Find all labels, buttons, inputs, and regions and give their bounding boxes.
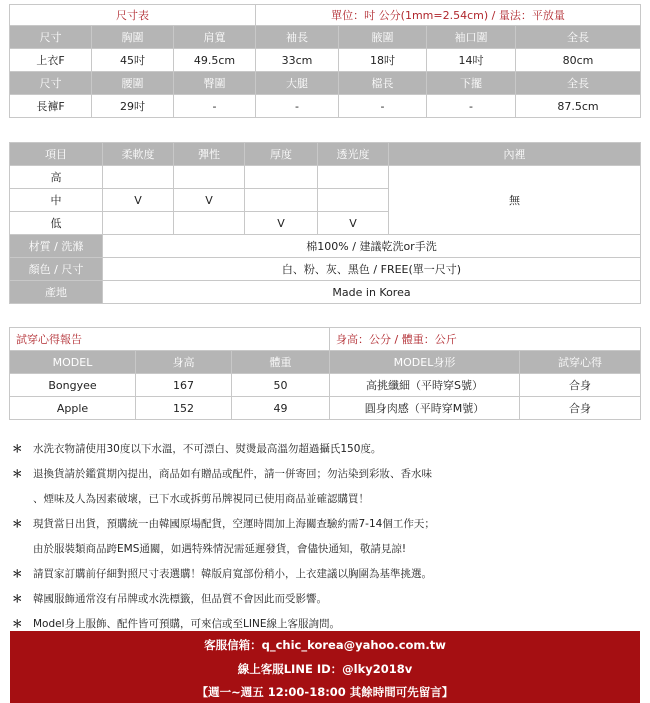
- size-cell: 上衣F: [10, 49, 92, 72]
- level-label: 低: [10, 212, 103, 235]
- note-marker: ＊: [12, 568, 23, 580]
- level-mark: [318, 189, 389, 212]
- fabric-table: [9, 142, 641, 304]
- note-item: [12, 591, 327, 606]
- size-cell: 45吋: [92, 49, 174, 72]
- size-cell: -: [427, 95, 516, 118]
- fit-header-cell: MODEL身形: [330, 351, 520, 374]
- size-header-cell: 下擺: [427, 72, 516, 95]
- fabric-header-cell: 項目: [10, 143, 103, 166]
- color-row: [10, 258, 641, 281]
- level-label: 中: [10, 189, 103, 212]
- fabric-header-cell: 彈性: [174, 143, 245, 166]
- fit-cell: 152: [136, 397, 232, 420]
- size-top-row: [10, 49, 641, 72]
- level-mark: [245, 189, 318, 212]
- fabric-header-row: [10, 143, 641, 166]
- note-marker: ＊: [12, 518, 23, 530]
- lining-value: 無: [389, 166, 641, 235]
- size-header-cell: 全長: [516, 26, 641, 49]
- level-mark: [174, 166, 245, 189]
- contact-line-id[interactable]: 線上客服LINE ID：@lky2018v: [237, 662, 413, 676]
- origin-label: 產地: [10, 281, 103, 304]
- fit-report-table: [9, 327, 641, 420]
- fit-header-cell: 身高: [136, 351, 232, 374]
- fit-cell: 圓身肉感（平時穿M號）: [330, 397, 520, 420]
- size-table-title: 尺寸表: [10, 5, 256, 26]
- size-cell: 長褲F: [10, 95, 92, 118]
- note-marker: ＊: [12, 468, 23, 480]
- fit-cell: 49: [232, 397, 330, 420]
- fit-cell: 合身: [520, 397, 641, 420]
- note-text: 、煙味及人為因素破壞，已下水或拆剪吊牌視同已使用商品並確認購買！: [33, 493, 369, 505]
- note-text: Model身上服飾、配件皆可預購，可來信或至LINE線上客服詢問。: [33, 618, 340, 630]
- size-header-cell: 檔長: [339, 72, 427, 95]
- material-value: 棉100% / 建議乾洗or手洗: [103, 235, 641, 258]
- fit-header-cell: 體重: [232, 351, 330, 374]
- fit-header-row: [10, 351, 641, 374]
- size-top-header-row: [10, 26, 641, 49]
- note-item: [12, 441, 382, 456]
- fabric-header-cell: 柔軟度: [103, 143, 174, 166]
- note-item: [12, 516, 435, 531]
- fit-cell: 167: [136, 374, 232, 397]
- size-header-cell: 尺寸: [10, 26, 92, 49]
- color-size-label: 顏色 / 尺寸: [10, 258, 103, 281]
- fit-cell: 高挑纖細（平時穿S號）: [330, 374, 520, 397]
- note-text: 請買家訂購前仔細對照尺寸表選購！韓版肩寬部份稍小，上衣建議以胸圍為基準挑選。: [33, 568, 432, 580]
- color-size-value: 白、粉、灰、黑色 / FREE(單一尺寸): [103, 258, 641, 281]
- size-cell: 87.5cm: [516, 95, 641, 118]
- size-header-cell: 臀圍: [174, 72, 256, 95]
- note-item: [12, 466, 432, 481]
- fit-cell: 合身: [520, 374, 641, 397]
- size-table: [9, 4, 641, 118]
- fit-header-cell: 試穿心得: [520, 351, 641, 374]
- fabric-level-row-high: [10, 166, 641, 189]
- fit-report-title: 試穿心得報告: [10, 328, 330, 351]
- size-header-cell: 肩寬: [174, 26, 256, 49]
- fit-row: [10, 397, 641, 420]
- fabric-header-cell: 透光度: [318, 143, 389, 166]
- origin-row: [10, 281, 641, 304]
- contact-banner: [10, 631, 640, 703]
- size-cell: -: [339, 95, 427, 118]
- size-header-cell: 腋圍: [339, 26, 427, 49]
- size-cell: 33cm: [256, 49, 339, 72]
- note-text: 現貨當日出貨，預購統一由韓國原場配貨，空運時間加上海關查驗約需7-14個工作天；: [33, 518, 435, 530]
- size-bottom-row: [10, 95, 641, 118]
- note-text: 由於服裝類商品跨EMS通關，如遇特殊情況需延遲發貨，會儘快通知，敬請見諒!: [33, 543, 407, 555]
- origin-value: Made in Korea: [103, 281, 641, 304]
- level-mark: V: [103, 189, 174, 212]
- fit-cell: Bongyee: [10, 374, 136, 397]
- fit-cell: 50: [232, 374, 330, 397]
- material-row: [10, 235, 641, 258]
- note-text: 退換貨請於鑑賞期內提出，商品如有贈品或配件，請一併寄回；勿沾染到彩妝、香水味: [33, 468, 432, 480]
- size-cell: 80cm: [516, 49, 641, 72]
- size-bottom-header-row: [10, 72, 641, 95]
- size-header-cell: 腰圍: [92, 72, 174, 95]
- material-label: 材質 / 洗滌: [10, 235, 103, 258]
- size-header-cell: 胸圍: [92, 26, 174, 49]
- level-mark: V: [318, 212, 389, 235]
- size-header-cell: 全長: [516, 72, 641, 95]
- fit-header-cell: MODEL: [10, 351, 136, 374]
- size-cell: 18吋: [339, 49, 427, 72]
- note-marker: ＊: [12, 443, 23, 455]
- size-cell: -: [256, 95, 339, 118]
- fit-row: [10, 374, 641, 397]
- level-mark: [174, 212, 245, 235]
- level-mark: [245, 166, 318, 189]
- note-marker: ＊: [12, 618, 23, 630]
- size-cell: -: [174, 95, 256, 118]
- contact-hours: 【週一~週五 12:00-18:00 其餘時間可先留言】: [196, 685, 454, 699]
- note-text: 韓國服飾通常沒有吊牌或水洗標籤，但品質不會因此而受影響。: [33, 593, 327, 605]
- level-mark: [103, 166, 174, 189]
- size-header-cell: 尺寸: [10, 72, 92, 95]
- level-label: 高: [10, 166, 103, 189]
- size-cell: 29吋: [92, 95, 174, 118]
- contact-email[interactable]: 客服信箱：q_chic_korea@yahoo.com.tw: [204, 638, 446, 652]
- note-text: 水洗衣物請使用30度以下水溫，不可漂白、熨燙最高溫勿超過攝氏150度。: [33, 443, 382, 455]
- note-marker: ＊: [12, 593, 23, 605]
- size-header-cell: 大腿: [256, 72, 339, 95]
- level-mark: [103, 212, 174, 235]
- note-item: [12, 616, 340, 631]
- fit-unit-note: 身高：公分 / 體重：公斤: [330, 328, 641, 351]
- level-mark: V: [174, 189, 245, 212]
- size-cell: 14吋: [427, 49, 516, 72]
- fabric-header-cell: 內裡: [389, 143, 641, 166]
- fit-cell: Apple: [10, 397, 136, 420]
- size-header-cell: 袖口圍: [427, 26, 516, 49]
- level-mark: [318, 166, 389, 189]
- level-mark: V: [245, 212, 318, 235]
- size-cell: 49.5cm: [174, 49, 256, 72]
- size-unit-note: 單位：吋 公分(1mm=2.54cm) / 量法：平放量: [256, 5, 641, 26]
- note-item: [12, 566, 432, 581]
- fabric-header-cell: 厚度: [245, 143, 318, 166]
- size-header-cell: 袖長: [256, 26, 339, 49]
